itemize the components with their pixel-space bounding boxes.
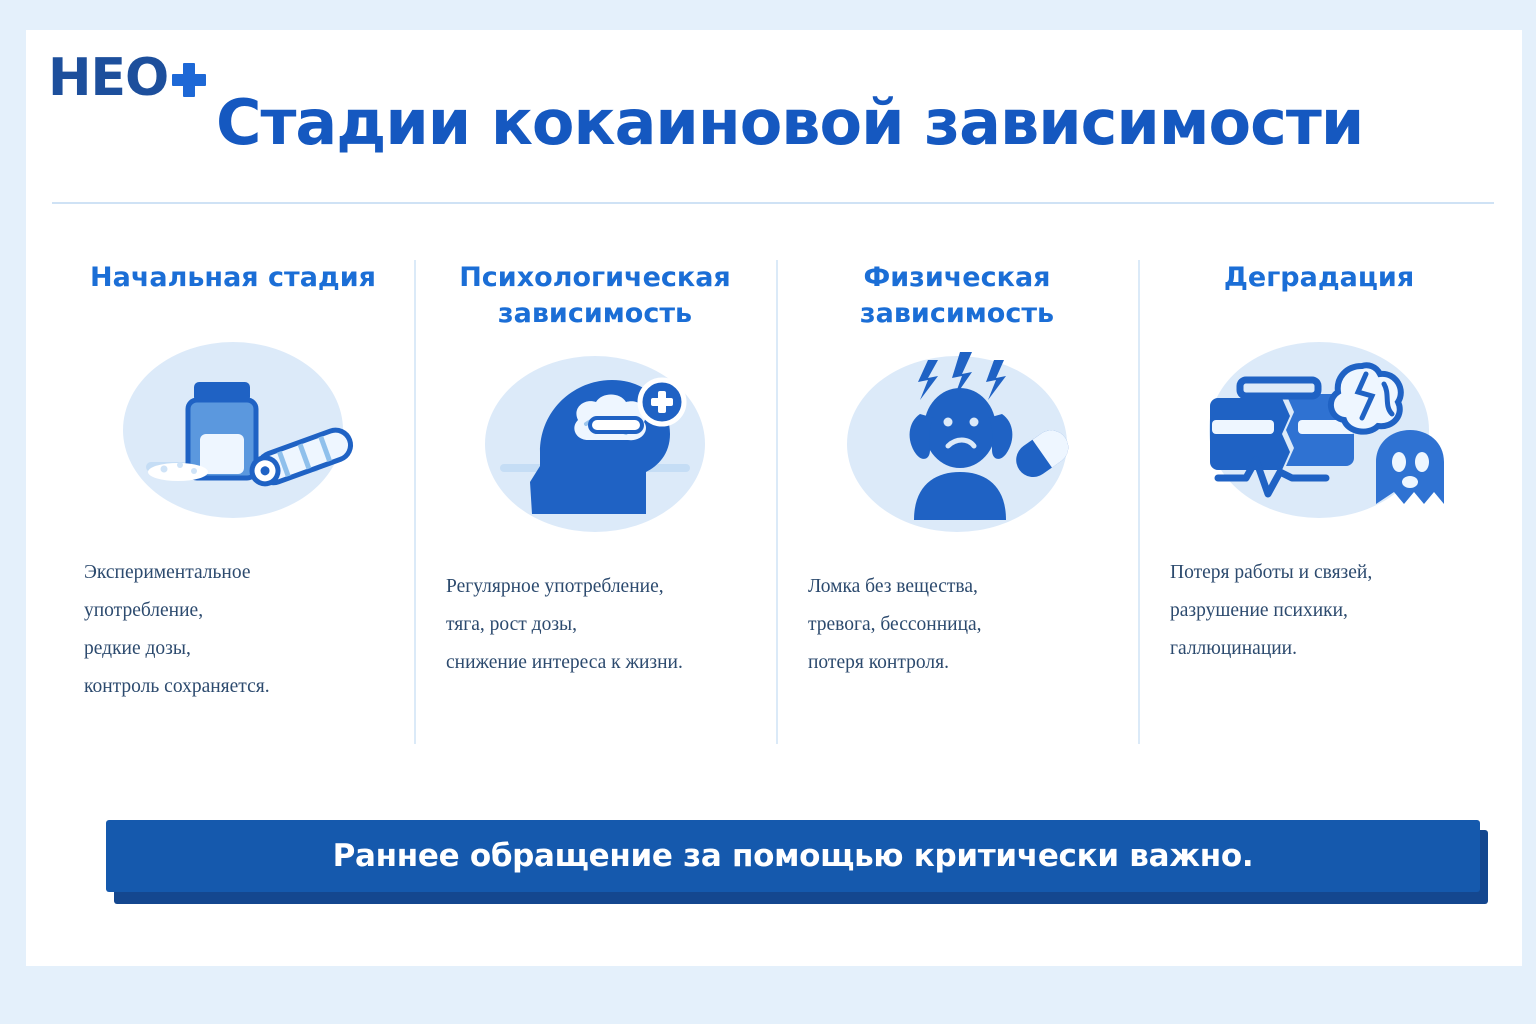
stage-text-2 xyxy=(440,568,750,682)
stage-text-3 xyxy=(802,568,1112,682)
stages-row xyxy=(52,242,1500,772)
stage-text-line: потеря контроля. xyxy=(808,652,949,673)
stage-text-1 xyxy=(78,554,388,706)
stage-text-line: Регулярное употребление, xyxy=(446,576,664,597)
pill-bottle-and-rolled-note-icon xyxy=(108,322,358,532)
stage-title-4: Деградация xyxy=(1223,262,1415,293)
stage-card-3 xyxy=(776,242,1138,772)
stage-text-line: тревога, бессонница, xyxy=(808,614,982,635)
stage-title-2: Психологическая зависимость xyxy=(459,262,731,329)
stage-text-line: тяга, рост дозы, xyxy=(446,614,578,635)
stage-text-4 xyxy=(1164,554,1474,668)
stage-card-4 xyxy=(1138,242,1500,772)
call-to-action-banner xyxy=(106,820,1480,892)
plus-icon xyxy=(172,63,206,97)
page-edge-right xyxy=(1522,0,1536,1024)
stage-card-1 xyxy=(52,242,414,772)
stage-text-line: употребление, xyxy=(84,600,204,621)
brand-name: HEO xyxy=(48,48,169,108)
stage-title-1: Начальная стадия xyxy=(90,262,376,293)
stage-text-line: Потеря работы и связей, xyxy=(1170,562,1373,583)
poster-canvas xyxy=(26,30,1522,966)
title-divider xyxy=(52,202,1494,204)
stage-text-line: Экспериментальное xyxy=(84,562,251,583)
headache-withdrawal-icon xyxy=(832,336,1082,546)
head-brain-craving-icon xyxy=(470,336,720,546)
stage-text-line: редкие дозы, xyxy=(84,638,191,659)
stage-text-line: снижение интереса к жизни. xyxy=(446,652,683,673)
broken-briefcase-psyche-ghost-icon xyxy=(1194,322,1444,532)
brand-logo xyxy=(48,48,206,108)
banner-text: Раннее обращение за помощью критически важно. xyxy=(332,838,1254,874)
page-edge-left xyxy=(0,0,26,1024)
page-edge-bottom xyxy=(0,966,1536,1024)
page-title: Стадии кокаиновой зависимости xyxy=(216,86,1364,159)
stage-text-line: разрушение психики, xyxy=(1170,600,1348,621)
stage-title-3: Физическая зависимость xyxy=(859,262,1055,329)
stage-card-2 xyxy=(414,242,776,772)
stage-text-line: Ломка без вещества, xyxy=(808,576,978,597)
stage-text-line: контроль сохраняется. xyxy=(84,676,270,697)
page-edge-top xyxy=(0,0,1536,30)
stage-text-line: галлюцинации. xyxy=(1170,638,1297,659)
